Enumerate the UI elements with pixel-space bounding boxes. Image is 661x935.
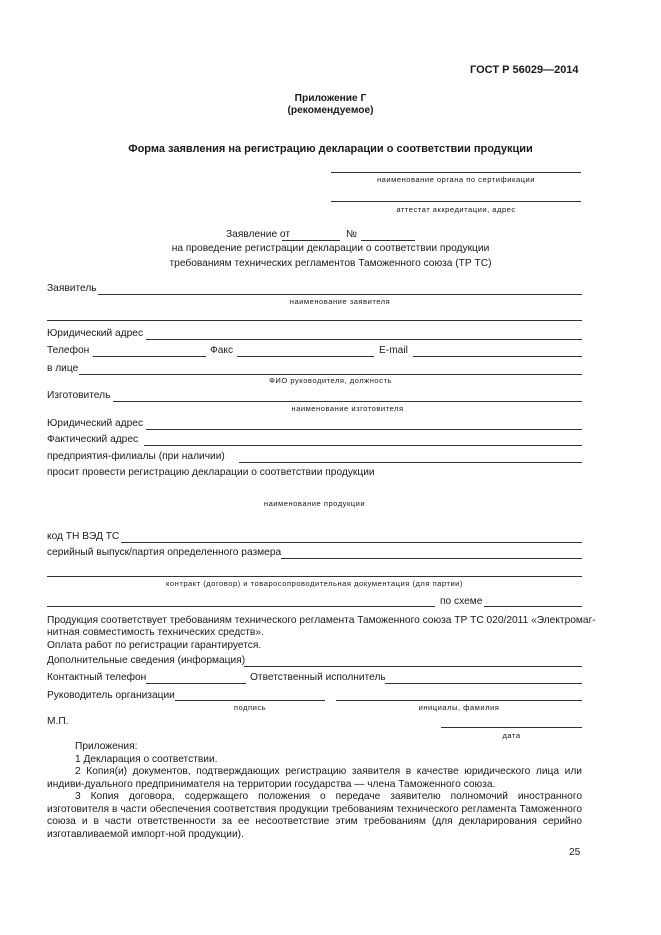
branches-line bbox=[239, 462, 582, 463]
actual-address-line bbox=[144, 445, 582, 446]
statement-date-line bbox=[282, 240, 340, 241]
legal-address-label: Юридический адрес bbox=[47, 328, 144, 339]
attachments-title: Приложения: bbox=[75, 741, 138, 752]
request-text: просит провести регистрацию декларации о соответствии продукции bbox=[47, 467, 375, 478]
scheme-prefix-line bbox=[47, 606, 435, 607]
date-caption: дата bbox=[502, 731, 521, 740]
serial-line bbox=[281, 558, 582, 559]
fax-label: Факс bbox=[210, 345, 234, 356]
accreditation-caption: аттестат аккредитации, адрес bbox=[396, 205, 516, 214]
statement-from: Заявление от bbox=[226, 229, 291, 240]
applicant-line bbox=[98, 294, 582, 295]
product-name-caption: наименование продукции bbox=[263, 499, 366, 508]
branches-label: предприятия-филиалы (при наличии) bbox=[47, 451, 225, 462]
signature-caption: подпись bbox=[233, 703, 267, 712]
stamp-label: М.П. bbox=[47, 716, 69, 727]
form-title: Форма заявления на регистрацию декларации о соответствии продукции bbox=[128, 143, 533, 155]
legal-address-line bbox=[146, 339, 582, 340]
responsible-label: Ответственный исполнитель bbox=[250, 672, 386, 683]
manufacturer-label: Изготовитель bbox=[47, 390, 111, 401]
applicant-line-2 bbox=[47, 320, 582, 321]
phone-line bbox=[93, 356, 206, 357]
statement-line3: требованиям технических регламентов Таможенного союза (ТР ТС) bbox=[169, 258, 492, 269]
date-line bbox=[441, 727, 582, 728]
payment-text: Оплата работ по регистрации гарантируется. bbox=[47, 640, 262, 651]
head-name-caption: ФИО руководителя, должность bbox=[269, 376, 392, 385]
standard-code: ГОСТ Р 56029—2014 bbox=[470, 64, 579, 76]
initials-line bbox=[336, 700, 582, 701]
represented-label: в лице bbox=[47, 363, 79, 374]
contact-phone-label: Контактный телефон bbox=[47, 672, 147, 683]
email-label: E-mail bbox=[379, 345, 408, 356]
scheme-label: по схеме bbox=[440, 596, 483, 607]
conformity-line-2: нитная совместимость технических средств». bbox=[47, 627, 264, 638]
tnved-label: код ТН ВЭД ТС bbox=[47, 531, 120, 542]
conformity-line-1: Продукция соответствует требованиям технического регламента Таможенного союза ТР ТС 020/2011 «Электромаг- bbox=[47, 615, 596, 626]
appendix-title: Приложение Г bbox=[294, 93, 367, 104]
manufacturer-line bbox=[113, 401, 582, 402]
phone-label: Телефон bbox=[47, 345, 90, 356]
scheme-line bbox=[484, 606, 582, 607]
statement-number: № bbox=[346, 229, 357, 240]
page-number: 25 bbox=[569, 847, 581, 858]
manufacturer-caption: наименование изготовителя bbox=[291, 404, 404, 413]
appendix-subtitle: (рекомендуемое) bbox=[287, 105, 374, 116]
contract-caption: контракт (договор) и товаросопроводительная документация (для партии) bbox=[166, 579, 463, 588]
attachment-3: 3 Копия договора, содержащего положения о передаче заявителю полномочий иностранного изготовителя в части обеспечения соответствия продукции требованиям технического регламента Таможенного союза и в части ответственности за ее несоответствие этим требованиям (для декларирования серийно изготавливаемой импорт-ной продукции). bbox=[47, 791, 582, 840]
accreditation-line bbox=[331, 201, 581, 202]
additional-line bbox=[244, 666, 582, 667]
legal-address2-label: Юридический адрес bbox=[47, 418, 144, 429]
applicant-label: Заявитель bbox=[47, 283, 97, 294]
signature-line bbox=[175, 700, 325, 701]
actual-address-label: Фактический адрес bbox=[47, 434, 139, 445]
contact-phone-line bbox=[146, 683, 246, 684]
represented-line bbox=[79, 374, 582, 375]
statement-number-line bbox=[361, 240, 415, 241]
email-line bbox=[413, 356, 582, 357]
attachment-1: 1 Декларация о соответствии. bbox=[75, 754, 218, 765]
serial-label: серийный выпуск/партия определенного размера bbox=[47, 547, 282, 558]
tnved-line bbox=[121, 542, 582, 543]
statement-line2: на проведение регистрации декларации о соответствии продукции bbox=[171, 243, 490, 254]
legal-address2-line bbox=[146, 429, 582, 430]
additional-label: Дополнительные сведения (информация) bbox=[47, 655, 246, 666]
contract-line bbox=[47, 576, 582, 577]
initials-caption: инициалы, фамилия bbox=[418, 703, 500, 712]
cert-body-line bbox=[331, 172, 581, 173]
responsible-line bbox=[385, 683, 582, 684]
head-org-label: Руководитель организации bbox=[47, 690, 175, 701]
cert-body-caption: наименование органа по сертификации bbox=[376, 175, 536, 184]
applicant-caption: наименование заявителя bbox=[289, 297, 391, 306]
attachment-2: 2 Копия(и) документов, подтверждающих регистрацию заявителя в качестве юридического лица или индиви-дуального предпринимателя на территории государства — члена Таможенного союза. bbox=[47, 766, 582, 790]
fax-line bbox=[237, 356, 374, 357]
